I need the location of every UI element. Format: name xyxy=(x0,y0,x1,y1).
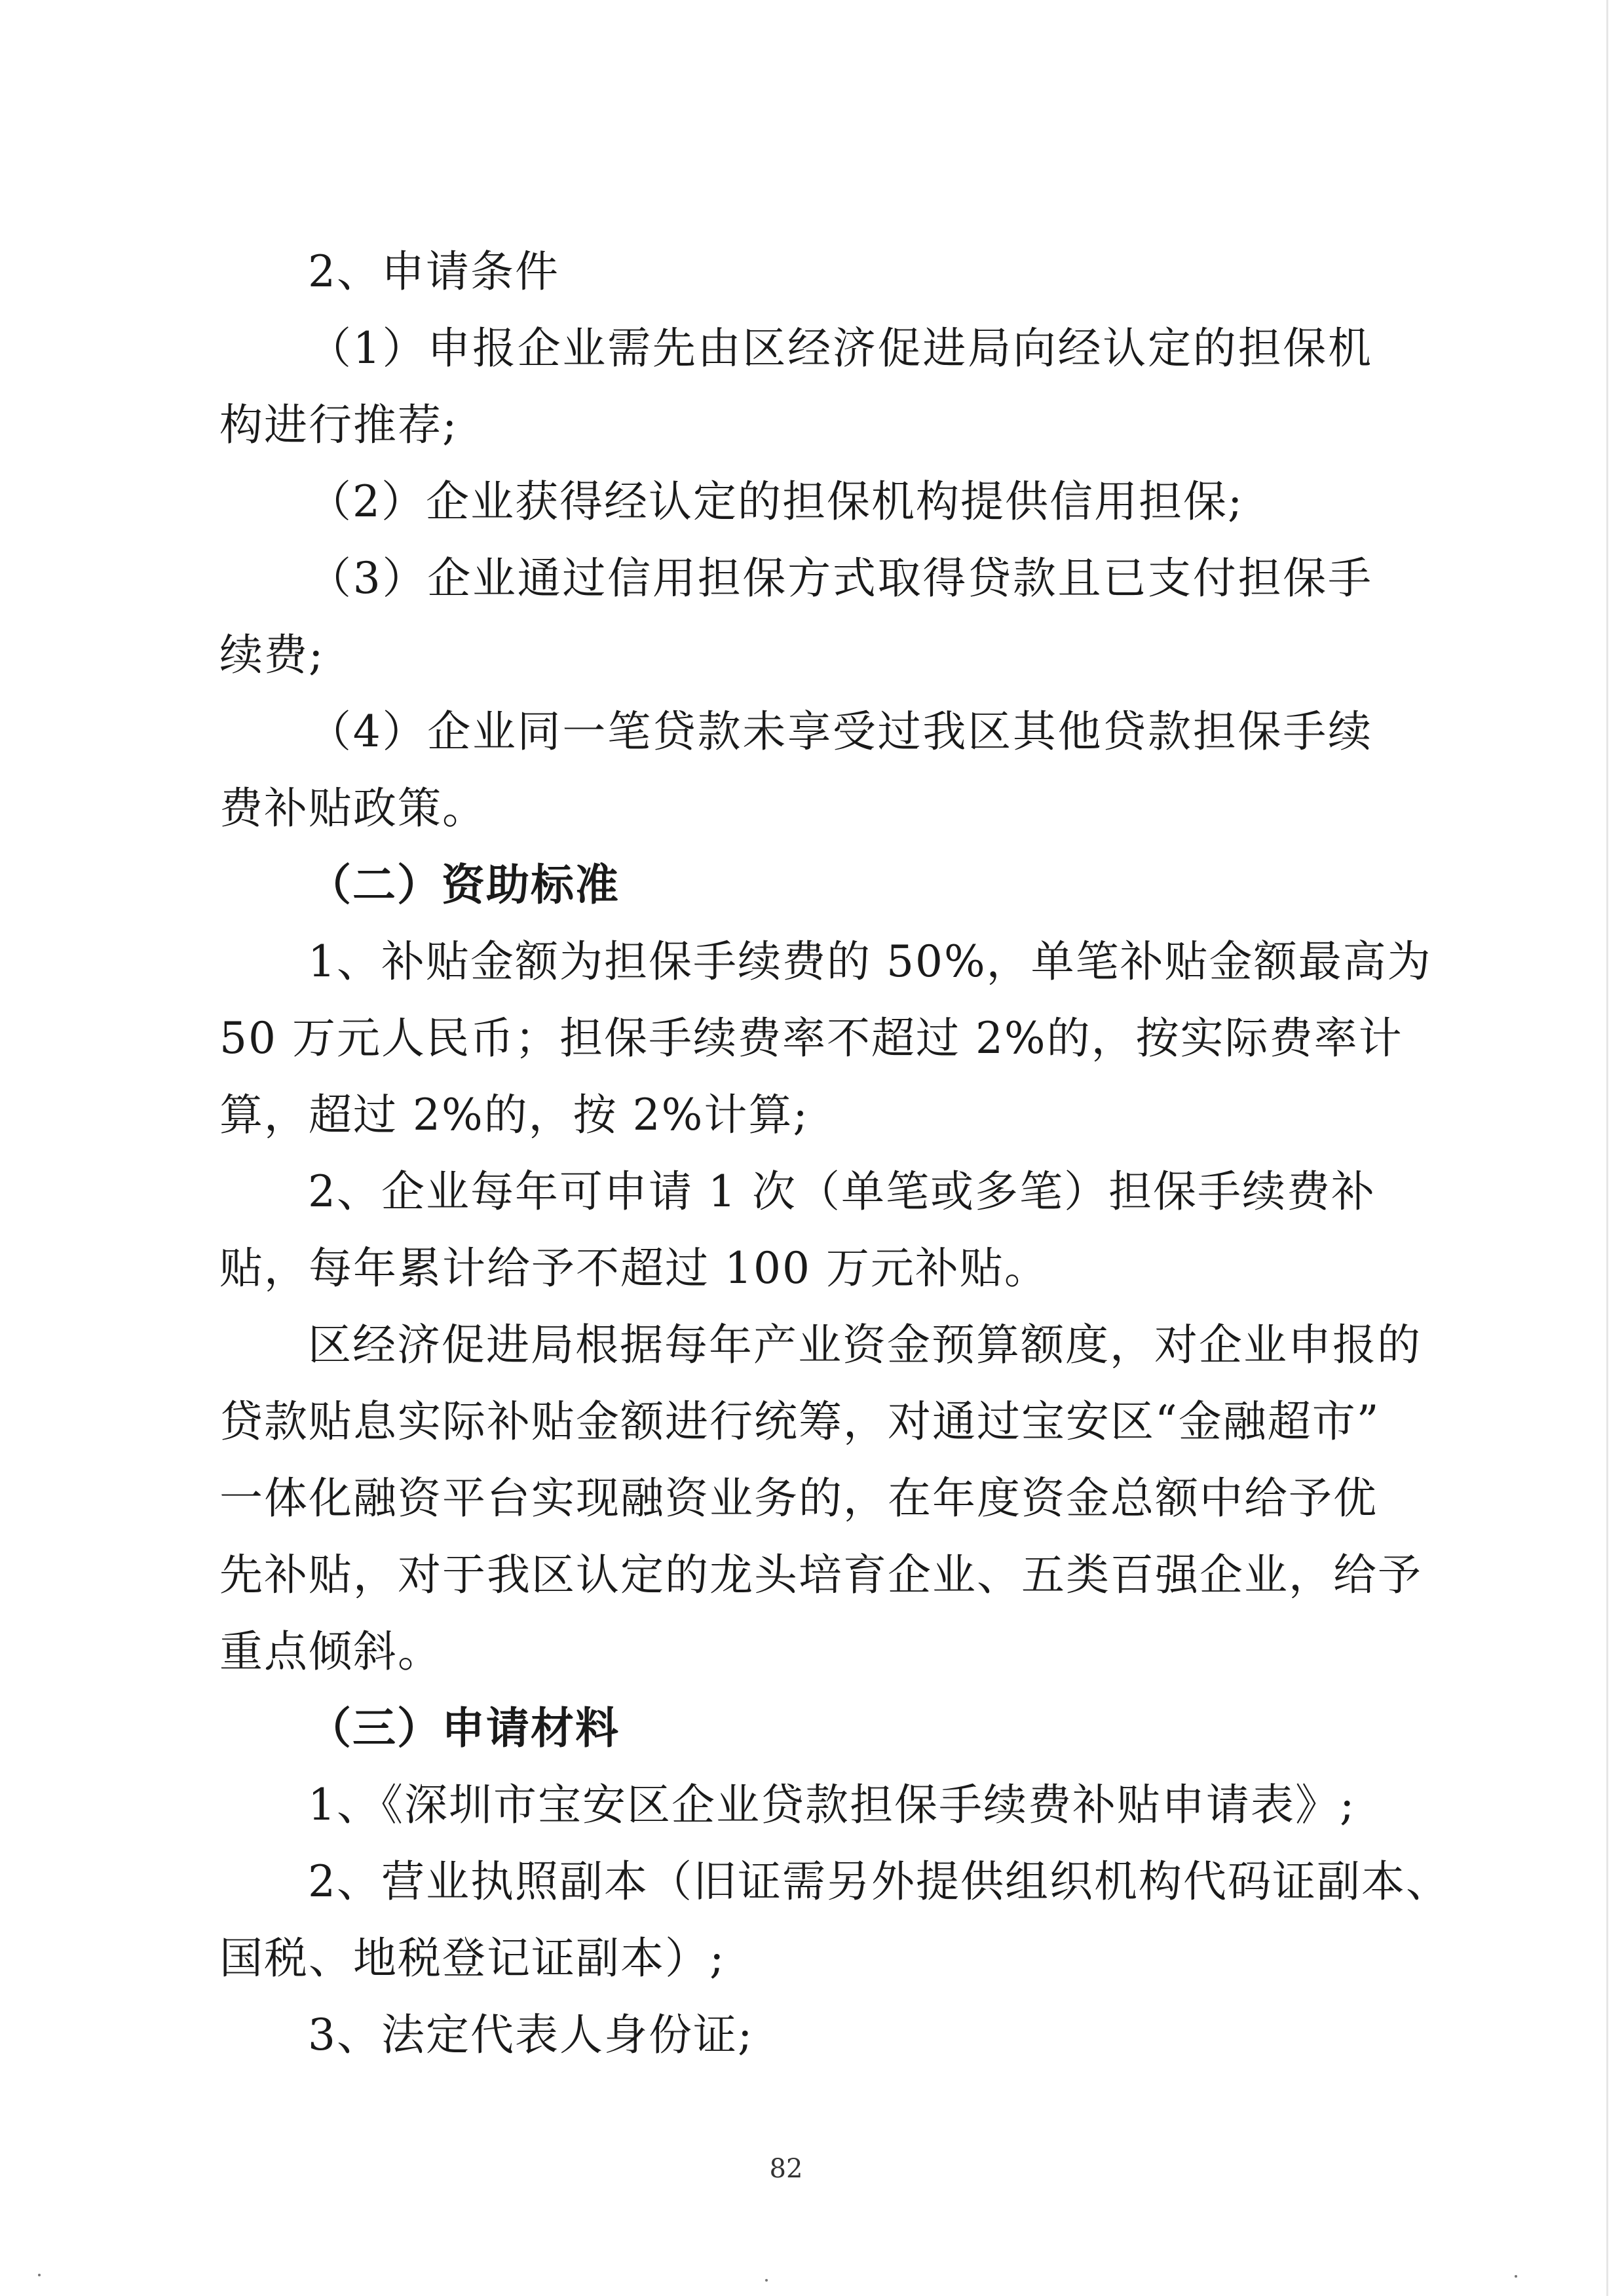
standard-2-line-2: 贴，每年累计给予不超过 100 万元补贴。 xyxy=(219,1243,1049,1293)
item-heading-application-conditions: 2、申请条件 xyxy=(308,246,559,297)
section-heading-application-materials: （三）申请材料 xyxy=(308,1703,620,1753)
condition-3-line-1: （3）企业通过信用担保方式取得贷款且已支付担保手 xyxy=(308,553,1372,603)
material-2-line-2: 国税、地税登记证副本）; xyxy=(219,1933,726,1983)
paragraph-line-1: 区经济促进局根据每年产业资金预算额度，对企业申报的 xyxy=(308,1320,1422,1370)
paragraph-line-4: 先补贴，对于我区认定的龙头培育企业、五类百强企业，给予 xyxy=(219,1550,1422,1600)
condition-2: （2）企业获得经认定的担保机构提供信用担保; xyxy=(308,476,1244,527)
paragraph-line-2: 贷款贴息实际补贴金额进行统筹，对通过宝安区“金融超市” xyxy=(219,1396,1380,1447)
page-number: 82 xyxy=(769,2154,803,2184)
scan-speck xyxy=(1515,2275,1517,2278)
condition-1-line-2: 构进行推荐; xyxy=(219,400,459,450)
material-3: 3、法定代表人身份证; xyxy=(308,2010,754,2060)
standard-1-line-2: 50 万元人民币；担保手续费率不超过 2%的，按实际费率计 xyxy=(219,1013,1403,1063)
scan-speck xyxy=(765,2279,768,2282)
condition-3-line-2: 续费; xyxy=(219,630,325,680)
paragraph-line-5: 重点倾斜。 xyxy=(219,1626,442,1677)
condition-4-line-2: 费补贴政策。 xyxy=(219,783,487,833)
standard-1-line-3: 算，超过 2%的，按 2%计算; xyxy=(219,1090,809,1140)
paragraph-line-3: 一体化融资平台实现融资业务的，在年度资金总额中给予优 xyxy=(219,1473,1378,1523)
scan-edge-line xyxy=(1606,0,1608,2296)
scan-speck xyxy=(38,2274,41,2276)
material-1: 1、《深圳市宝安区企业贷款担保手续费补贴申请表》; xyxy=(308,1780,1356,1830)
condition-4-line-1: （4）企业同一笔贷款未享受过我区其他贷款担保手续 xyxy=(308,706,1372,757)
material-2-line-1: 2、营业执照副本（旧证需另外提供组织机构代码证副本、 xyxy=(308,1856,1450,1907)
section-heading-subsidy-standard: （二）资助标准 xyxy=(308,860,620,910)
standard-1-line-1: 1、补贴金额为担保手续费的 50%，单笔补贴金额最高为 xyxy=(308,936,1432,987)
condition-1-line-1: （1）申报企业需先由区经济促进局向经认定的担保机 xyxy=(308,323,1372,373)
standard-2-line-1: 2、企业每年可申请 1 次（单笔或多笔）担保手续费补 xyxy=(308,1166,1376,1217)
